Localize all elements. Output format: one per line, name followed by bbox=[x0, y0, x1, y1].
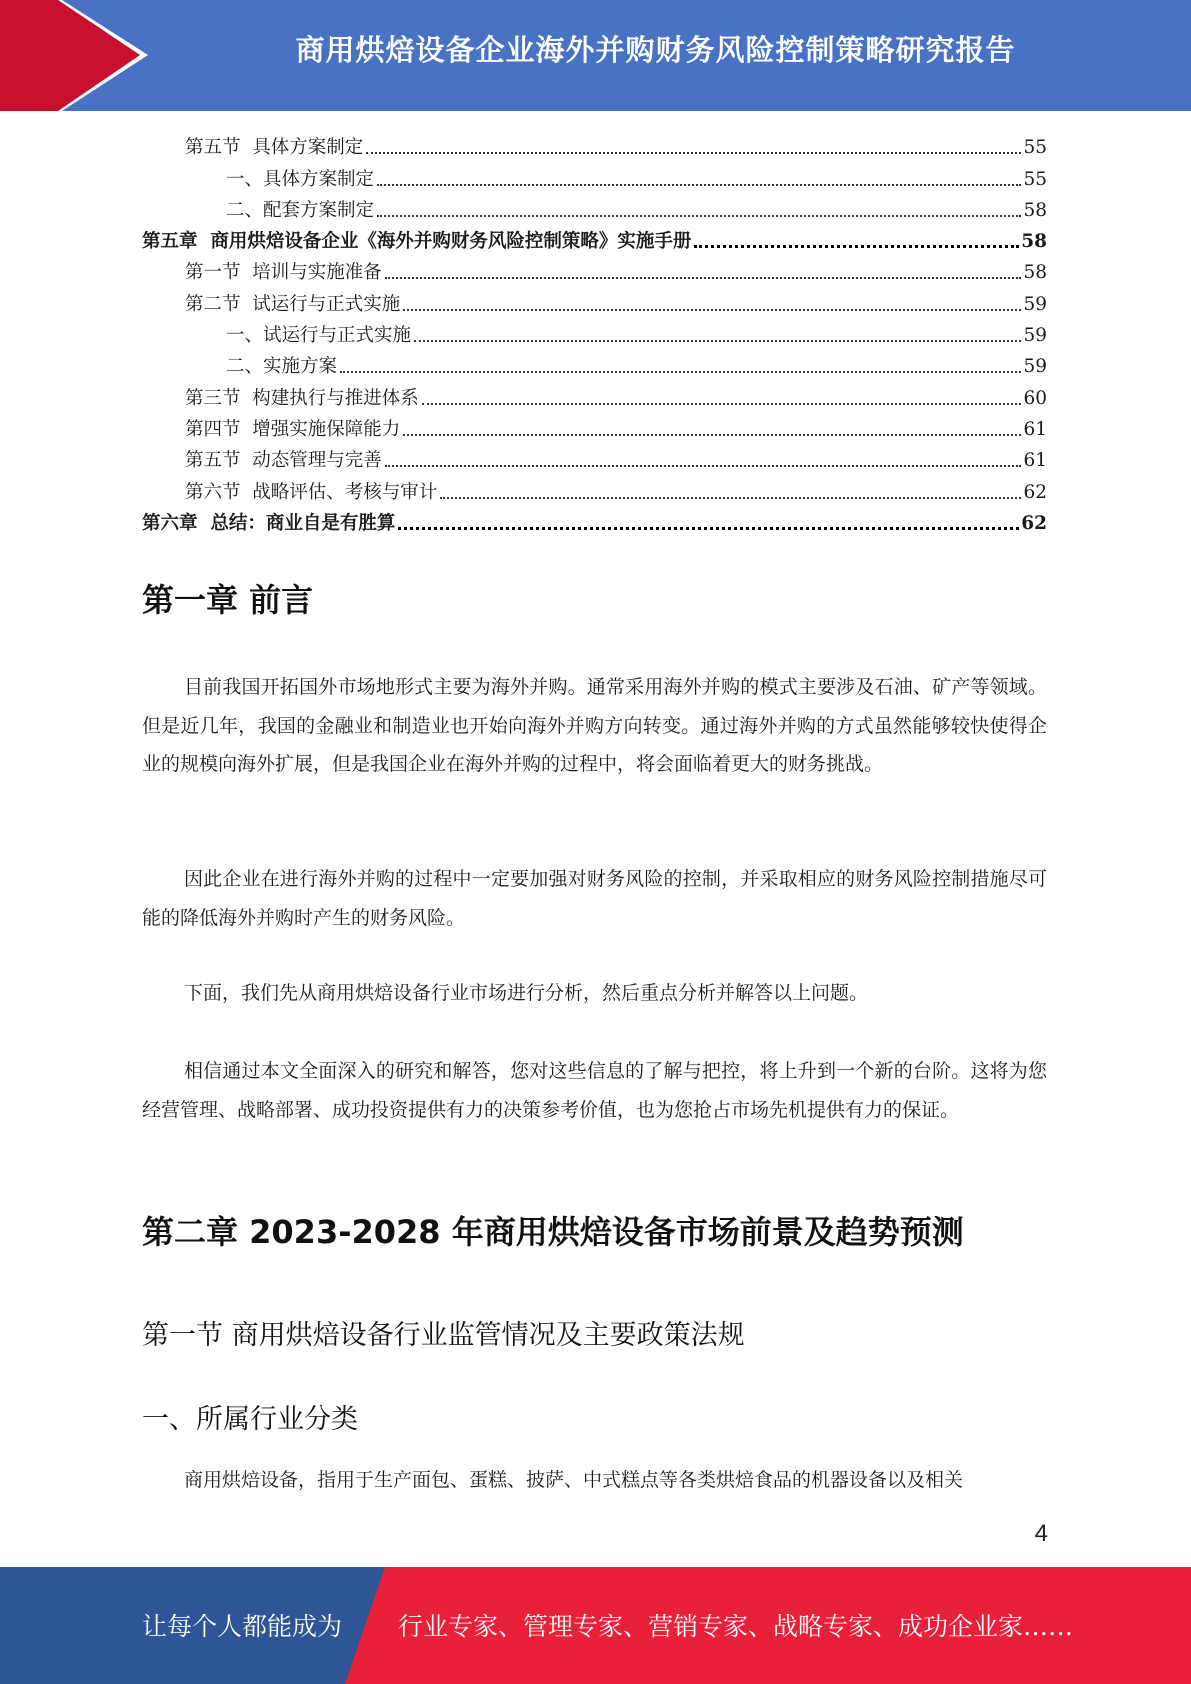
report-title: 商用烘焙设备企业海外并购财务风险控制策略研究报告 bbox=[295, 33, 1016, 67]
toc-leader bbox=[403, 309, 1021, 311]
toc-page-number: 55 bbox=[1023, 137, 1047, 159]
toc-entry[interactable] bbox=[142, 504, 1047, 535]
table-of-contents bbox=[142, 128, 1047, 535]
chapter1-heading: 第一章 前言 bbox=[142, 581, 314, 619]
toc-leader bbox=[385, 277, 1022, 279]
toc-leader bbox=[377, 184, 1021, 186]
toc-entry-text: 第六章 总结：商业自是有胜算 bbox=[142, 512, 396, 534]
section-heading: 第一节 商用烘焙设备行业监管情况及主要政策法规 bbox=[142, 1320, 745, 1351]
toc-entry[interactable] bbox=[142, 159, 1047, 190]
toc-entry[interactable] bbox=[142, 410, 1047, 441]
toc-entry[interactable] bbox=[142, 222, 1047, 253]
chapter1-paragraph-4: 相信通过本文全面深入的研究和解答，您对这些信息的了解与把控，将上升到一个新的台阶。这将为您经营管理、战略部署、成功投资提供有力的决策参考价值，也为您抢占市场先机提供有力的保证。 bbox=[142, 1060, 1047, 1121]
chapter1-paragraph-1: 目前我国开拓国外市场地形式主要为海外并购。通常采用海外并购的模式主要涉及石油、矿产等领域。但是近几年，我国的金融业和制造业也开始向海外并购方向转变。通过海外并购的方式虽然能够较快使得企业的规模向海外扩展，但是我国企业在海外并购的过程中，将会面临着更大的财务挑战。 bbox=[142, 676, 1047, 775]
toc-entry-text: 第五节 具体方案制定 bbox=[185, 137, 364, 159]
page-footer bbox=[0, 1567, 1191, 1684]
toc-leader bbox=[377, 215, 1021, 217]
page-number: 4 bbox=[1034, 1520, 1048, 1547]
toc-leader bbox=[414, 340, 1021, 342]
toc-leader bbox=[366, 152, 1021, 154]
toc-entry[interactable] bbox=[142, 472, 1047, 503]
toc-leader bbox=[340, 371, 1021, 373]
chapter2-heading: 第二章 2023-2028 年商用烘焙设备市场前景及趋势预测 bbox=[142, 1213, 964, 1251]
subsection-heading: 一、所属行业分类 bbox=[142, 1404, 358, 1435]
toc-entry[interactable] bbox=[142, 191, 1047, 222]
toc-page-number: 59 bbox=[1023, 356, 1047, 378]
page-header bbox=[0, 0, 1191, 111]
toc-page-number: 62 bbox=[1023, 481, 1047, 503]
footer-slogan-right: 行业专家、管理专家、营销专家、战略专家、成功企业家…… bbox=[398, 1612, 1074, 1641]
toc-entry[interactable] bbox=[142, 128, 1047, 159]
toc-entry[interactable] bbox=[142, 284, 1047, 315]
toc-entry-text: 第五节 动态管理与完善 bbox=[185, 450, 382, 472]
toc-entry-text: 第五章 商用烘焙设备企业《海外并购财务风险控制策略》实施手册 bbox=[142, 231, 692, 253]
toc-page-number: 61 bbox=[1023, 418, 1047, 440]
toc-page-number: 62 bbox=[1021, 512, 1047, 534]
toc-entry-text: 第三节 构建执行与推进体系 bbox=[185, 387, 419, 409]
toc-entry-text: 二、配套方案制定 bbox=[226, 199, 375, 221]
toc-entry-text: 第四节 增强实施保障能力 bbox=[185, 418, 401, 440]
toc-page-number: 58 bbox=[1023, 199, 1047, 221]
chapter1-paragraph-3: 下面，我们先从商用烘焙设备行业市场进行分析，然后重点分析并解答以上问题。 bbox=[184, 982, 869, 1004]
toc-leader bbox=[398, 527, 1019, 530]
toc-entry-text: 第一节 培训与实施准备 bbox=[185, 262, 382, 284]
header-arrow-decoration bbox=[0, 0, 160, 111]
chapter1-paragraph-2: 因此企业在进行海外并购的过程中一定要加强对财务风险的控制，并采取相应的财务风险控制措施尽可能的降低海外并购时产生的财务风险。 bbox=[142, 868, 1047, 929]
toc-leader bbox=[403, 434, 1021, 436]
toc-entry[interactable] bbox=[142, 441, 1047, 472]
toc-page-number: 59 bbox=[1023, 325, 1047, 347]
toc-page-number: 58 bbox=[1023, 262, 1047, 284]
toc-entry-text: 二、实施方案 bbox=[226, 356, 338, 378]
toc-page-number: 59 bbox=[1023, 293, 1047, 315]
toc-leader bbox=[440, 497, 1021, 499]
toc-page-number: 55 bbox=[1023, 168, 1047, 190]
toc-entry-text: 一、具体方案制定 bbox=[226, 168, 375, 190]
toc-leader bbox=[385, 465, 1022, 467]
toc-page-number: 58 bbox=[1021, 231, 1047, 253]
toc-leader bbox=[694, 245, 1019, 248]
toc-entry-text: 第二节 试运行与正式实施 bbox=[185, 293, 401, 315]
toc-entry-text: 一、试运行与正式实施 bbox=[226, 325, 412, 347]
toc-entry[interactable] bbox=[142, 316, 1047, 347]
chapter2-paragraph-1: 商用烘焙设备，指用于生产面包、蛋糕、披萨、中式糕点等各类烘焙食品的机器设备以及相关 bbox=[184, 1469, 964, 1491]
toc-entry[interactable] bbox=[142, 378, 1047, 409]
toc-page-number: 61 bbox=[1023, 450, 1047, 472]
toc-entry[interactable] bbox=[142, 253, 1047, 284]
toc-entry[interactable] bbox=[142, 347, 1047, 378]
toc-entry-text: 第六节 战略评估、考核与审计 bbox=[185, 481, 438, 503]
footer-slogan-left: 让每个人都能成为 bbox=[142, 1612, 343, 1641]
toc-leader bbox=[422, 403, 1022, 405]
toc-page-number: 60 bbox=[1023, 387, 1047, 409]
